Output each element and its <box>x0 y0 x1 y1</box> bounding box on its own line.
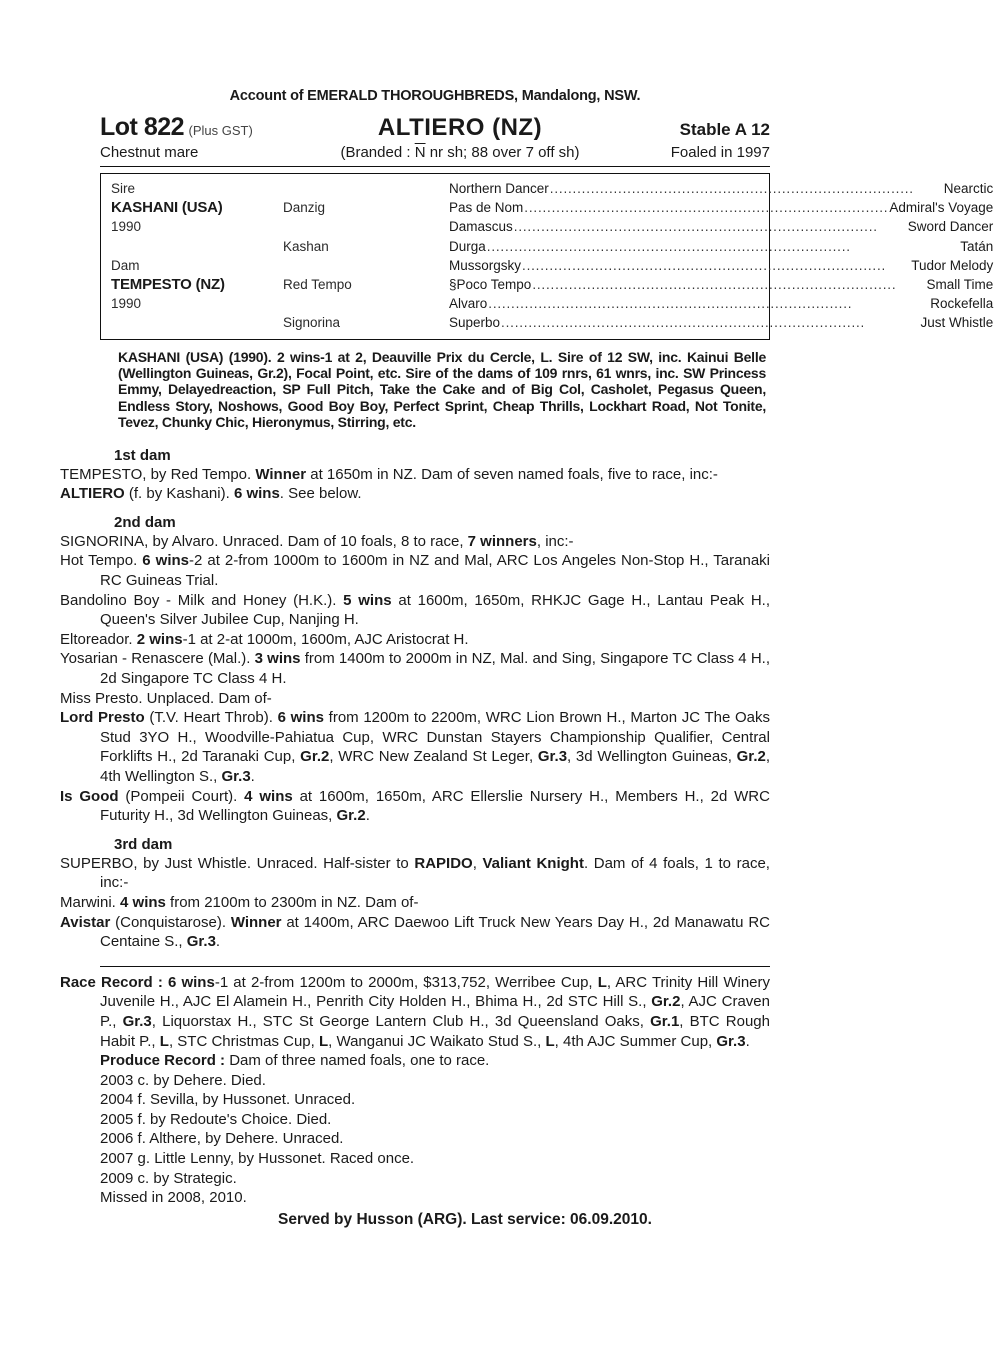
emphasis-text: 6 wins <box>277 709 324 727</box>
emphasis-text: RAPIDO <box>414 854 473 872</box>
pedigree-gp-name: Signorina <box>283 315 341 331</box>
produce-foal-entry: 2003 c. by Dehere. Died. <box>100 1071 266 1089</box>
pedigree-entry <box>60 465 770 485</box>
pedigree-ggp-right: Small Time <box>926 277 994 293</box>
foaled-year: Foaled in 1997 <box>670 144 770 161</box>
body-text: Yosarian - Renascere (Mal.). <box>60 650 255 668</box>
pedigree-ggp-left: Alvaro <box>449 296 488 312</box>
body-text: , Wanganui JC Waikato Stud S., <box>328 1032 546 1050</box>
pedigree-spacer <box>283 179 445 198</box>
body-text: from 2100m to 2300m in NZ. Dam of- <box>165 893 419 911</box>
produce-foal-entry: 2005 f. by Redoute's Choice. Died. <box>100 1110 332 1128</box>
pedigree-ggp-left: Damascus <box>449 219 513 235</box>
pedigree-ggp-right: Sword Dancer <box>907 219 994 235</box>
branded-prefix: (Branded : <box>340 144 415 161</box>
lot-subtitle-row <box>100 144 770 167</box>
pedigree-spacer <box>283 294 445 313</box>
body-text: at 1600m, 1650m, RHKJC Gage H., Lantau Peak H., Queen's Silver Jubilee Cup, Nanjing H. <box>100 591 770 629</box>
pedigree-entry <box>60 893 770 913</box>
pedigree-entry <box>60 689 770 709</box>
race-record-divider <box>100 966 770 967</box>
pedigree-ggp-right: Admiral's Voyage <box>889 200 994 216</box>
pedigree-entry <box>60 591 770 630</box>
pedigree-spacer <box>283 217 445 236</box>
pedigree-ggp-left: Northern Dancer <box>449 181 549 196</box>
race-record-line <box>60 973 771 1051</box>
sire-summary-paragraph: KASHANI (USA) (1990). 2 wins-1 at 2, Deauville Prix du Cercle, L. Sire of 12 SW, inc. Kainui Belle (Wellington Guineas, Gr.2), Focal Point, etc. Sire of the dams of 109 rnrs, 61 wnrs, inc. SW Princess Emmy, Delayedreaction, SP Full Pitch, Take the Cake and of Big Col, Casholet, Pegasus Queen, Endless Story, Noshows, Good Boy Boy, Perfect Sprint, Cheap Thrills, Lockhart Road, Not Tonite, Tevez, Chunky Chic, Hieronymus, Stirring, etc. <box>118 348 766 431</box>
dam-sections <box>60 446 771 952</box>
dam-heading: 3rd dam <box>114 835 173 853</box>
branded-description <box>300 144 620 161</box>
pedigree-entry <box>60 708 770 786</box>
emphasis-text: Gr.3 <box>221 767 251 785</box>
body-text: Hot Tempo. <box>60 552 143 570</box>
dam-label: Dam <box>111 257 140 273</box>
produce-foal-entry: 2006 f. Althere, by Dehere. Unraced. <box>100 1130 344 1148</box>
body-text: , 4th AJC Summer Cup, <box>554 1032 717 1050</box>
body-text: . See below. <box>279 485 362 503</box>
sire-year: 1990 <box>111 219 142 235</box>
emphasis-text: Gr.3 <box>122 1012 152 1030</box>
body-text: , 4th Wellington S., <box>100 748 770 785</box>
body-text: , Liquorstax H., STC St George Lantern Club H., 3d Queensland Oaks, <box>151 1012 651 1030</box>
body-text: , BTC Rough Habit P., <box>100 1012 770 1050</box>
pedigree-ggp-left: Pas de Nom <box>449 200 524 216</box>
emphasis-text: ALTIERO <box>60 485 125 503</box>
produce-foal-list <box>100 1071 770 1208</box>
body-text: . Dam of 4 foals, 1 to race, inc:- <box>100 854 770 892</box>
pedigree-grid <box>101 179 994 333</box>
leader-dots: ................................................................................ <box>532 277 897 293</box>
pedigree-ggp-right: Nearctic <box>943 181 994 196</box>
pedigree-entry <box>60 913 770 952</box>
pedigree-column-grandparents <box>273 179 445 333</box>
pedigree-ggp-row <box>449 237 993 256</box>
pedigree-column-parents <box>101 179 273 333</box>
pedigree-ggp-left: Durga <box>449 238 486 254</box>
lot-title-row <box>100 113 770 142</box>
body-text: . <box>365 807 370 825</box>
catalogue-sheet <box>60 88 994 1229</box>
body-text: -1 at 2-at 1000m, 1600m, AJC Aristocrat H. <box>182 630 469 648</box>
pedigree-ggp-row <box>449 294 993 313</box>
lot-block <box>100 113 300 142</box>
pedigree-table <box>100 173 994 340</box>
leader-dots: ................................................................................ <box>522 257 887 273</box>
dam-name: TEMPESTO (NZ) <box>111 276 225 293</box>
emphasis-text: Gr.2 <box>336 807 366 825</box>
body-text: , WRC New Zealand St Leger, <box>329 748 538 766</box>
leader-dots: ................................................................................ <box>488 296 853 312</box>
plus-gst-note: (Plus GST) <box>188 123 253 138</box>
produce-record-line <box>100 1051 770 1071</box>
pedigree-ggp-row <box>449 198 993 217</box>
body-text: , inc:- <box>536 532 574 550</box>
body-text: from 1200m to 2200m, WRC Lion Brown H., Marton JC The Oaks Stud 3YO H., Woodville-Pahiatua Cup, WRC Dunstan Stayers Championship Qualifier, Central Forklifts H., 2d Taranaki Cup, <box>100 709 770 766</box>
emphasis-text: Produce Record : <box>100 1052 226 1070</box>
dam-heading: 1st dam <box>114 446 171 464</box>
account-line: Account of EMERALD THOROUGHBREDS, Mandalong, NSW. <box>229 88 641 104</box>
emphasis-text: Gr.2 <box>300 748 330 766</box>
pedigree-column-greatgrandparents <box>445 179 1001 333</box>
body-text: -1 at 2-from 1200m to 2000m, $313,752, Werribee Cup, <box>214 973 598 991</box>
body-text: (T.V. Heart Throb). <box>144 709 278 727</box>
body-text: . <box>215 933 221 951</box>
pedigree-entry <box>60 551 770 590</box>
body-text: from 1400m to 2000m in NZ, Mal. and Sing, Singapore TC Class 4 H., 2d Singapore TC Class 4 H. <box>100 650 771 687</box>
pedigree-spacer <box>283 256 445 275</box>
leader-dots: ................................................................................ <box>524 200 889 216</box>
leader-dots: ................................................................................ <box>486 238 851 254</box>
pedigree-gp-name: Red Tempo <box>283 276 352 292</box>
body-text: Bandolino Boy - Milk and Honey (H.K.). <box>60 591 344 609</box>
pedigree-ggp-right: Rockefella <box>930 296 994 312</box>
body-text: TEMPESTO, by Red Tempo. <box>60 465 256 483</box>
body-text: Dam of three named foals, one to race. <box>225 1052 490 1070</box>
leader-dots: ................................................................................ <box>513 219 878 235</box>
leader-dots: ................................................................................ <box>501 315 866 331</box>
pedigree-gp-name: Danzig <box>283 200 326 216</box>
emphasis-text: Valiant Knight <box>482 854 584 872</box>
horse-name: ALTIERO (NZ) <box>377 114 543 141</box>
body-text: SUPERBO, by Just Whistle. Unraced. Half-sister to <box>60 854 415 872</box>
pedigree-ggp-right: Just Whistle <box>920 315 994 331</box>
body-text: , 3d Wellington Guineas, <box>567 748 737 766</box>
body-text: , STC Christmas Cup, <box>168 1032 319 1050</box>
pedigree-ggp-left: Superbo <box>449 315 501 331</box>
body-text: , <box>472 854 483 872</box>
body-text: (Pompeii Court). <box>118 787 245 805</box>
produce-foal-entry: 2007 g. Little Lenny, by Hussonet. Raced once. <box>100 1150 415 1168</box>
emphasis-text: Gr.3 <box>186 933 216 951</box>
body-text: . <box>745 1032 750 1050</box>
dam-heading: 2nd dam <box>114 513 176 531</box>
pedigree-entry <box>60 787 770 826</box>
emphasis-text: 5 wins <box>343 591 392 609</box>
emphasis-text: L <box>159 1032 169 1050</box>
pedigree-gp-name: Kashan <box>283 238 329 254</box>
pedigree-entry <box>60 484 770 504</box>
emphasis-text: 6 wins <box>142 552 189 570</box>
pedigree-ggp-row <box>449 256 993 275</box>
colour-sex: Chestnut mare <box>100 144 199 161</box>
emphasis-text: Gr.2 <box>736 748 766 766</box>
emphasis-text: Gr.3 <box>537 748 568 766</box>
produce-foal-entry: 2004 f. Sevilla, by Hussonet. Unraced. <box>100 1091 356 1109</box>
pedigree-ggp-right: Tudor Melody <box>911 257 994 273</box>
pedigree-ggp-left: §Poco Tempo <box>449 277 532 293</box>
pedigree-ggp-right: Tatán <box>960 238 994 254</box>
pedigree-entry <box>60 854 770 893</box>
emphasis-text: Winner <box>255 465 307 483</box>
pedigree-entry <box>60 649 771 688</box>
emphasis-text: Gr.3 <box>716 1032 746 1050</box>
branded-suffix: nr sh; 88 over 7 off sh) <box>425 144 580 161</box>
emphasis-text: 3 wins <box>254 650 301 668</box>
stable-label: Stable A 12 <box>679 120 770 139</box>
pedigree-ggp-row <box>449 275 993 294</box>
body-text: at 1600m, 1650m, ARC Ellerslie Nursery H., Members H., 2d WRC Futurity H., 3d Wellington Guineas, <box>100 787 770 825</box>
pedigree-ggp-row <box>449 179 993 198</box>
emphasis-text: Winner <box>230 913 282 931</box>
produce-foal-entry: Missed in 2008, 2010. <box>100 1189 247 1207</box>
pedigree-ggp-row <box>449 313 993 332</box>
body-text: at 1650m in NZ. Dam of seven named foals, five to race, inc:- <box>306 465 718 483</box>
sire-name: KASHANI (USA) <box>111 199 223 217</box>
pedigree-ggp-row <box>449 217 993 236</box>
emphasis-text: L <box>318 1032 329 1050</box>
body-text: Marwini. <box>60 893 121 911</box>
emphasis-text: Avistar <box>60 913 111 931</box>
emphasis-text: 4 wins <box>244 787 293 805</box>
body-text: (Conquistarose). <box>110 913 231 931</box>
pedigree-entry <box>60 532 770 552</box>
emphasis-text: L <box>545 1032 555 1050</box>
body-text: , ARC Trinity Hill Winery Juvenile H., AJC El Alamein H., Penrith City Holden H., Bhima H., 2d STC Hill S., <box>100 973 771 1011</box>
emphasis-text: 2 wins <box>136 630 183 648</box>
emphasis-text: L <box>597 973 607 991</box>
leader-dots: ................................................................................ <box>549 181 914 196</box>
served-by-line: Served by Husson (ARG). Last service: 06.09.2010. <box>278 1210 652 1228</box>
body-text: Eltoreador. <box>60 630 137 648</box>
emphasis-text: Lord Presto <box>60 709 145 727</box>
produce-foal-entry: 2009 c. by Strategic. <box>100 1169 237 1187</box>
emphasis-text: 4 wins <box>120 893 166 911</box>
body-text: -2 at 2-from 1000m to 1600m in NZ and Mal, ARC Los Angeles Non-Stop H., Taranaki RC Guineas Trial. <box>100 552 770 590</box>
emphasis-text: 6 wins <box>233 485 280 503</box>
pedigree-entry <box>60 630 770 650</box>
sire-label: Sire <box>111 181 136 196</box>
emphasis-text: Gr.2 <box>651 993 681 1011</box>
emphasis-text: Gr.1 <box>650 1012 680 1030</box>
body-text: , AJC Craven P., <box>100 993 770 1030</box>
body-text: SIGNORINA, by Alvaro. Unraced. Dam of 10 foals, 8 to race, <box>60 532 468 550</box>
emphasis-text: Race Record : <box>60 973 168 991</box>
body-text: at 1400m, ARC Daewoo Lift Truck New Years Day H., 2d Manawatu RC Centaine S., <box>100 913 770 951</box>
lot-number: Lot 822 <box>100 113 185 141</box>
pedigree-ggp-left: Mussorgsky <box>449 257 522 273</box>
body-text: . <box>250 767 255 785</box>
pedigree-spacer <box>111 237 273 256</box>
emphasis-text: 6 wins <box>167 973 215 991</box>
body-text: (f. by Kashani). <box>124 485 234 503</box>
branded-mark: $\overline{N}$ <box>414 144 426 161</box>
dam-year: 1990 <box>111 296 142 312</box>
emphasis-text: Is Good <box>60 787 119 805</box>
emphasis-text: 7 winners <box>467 532 537 550</box>
body-text: Miss Presto. Unplaced. Dam of- <box>60 689 272 707</box>
